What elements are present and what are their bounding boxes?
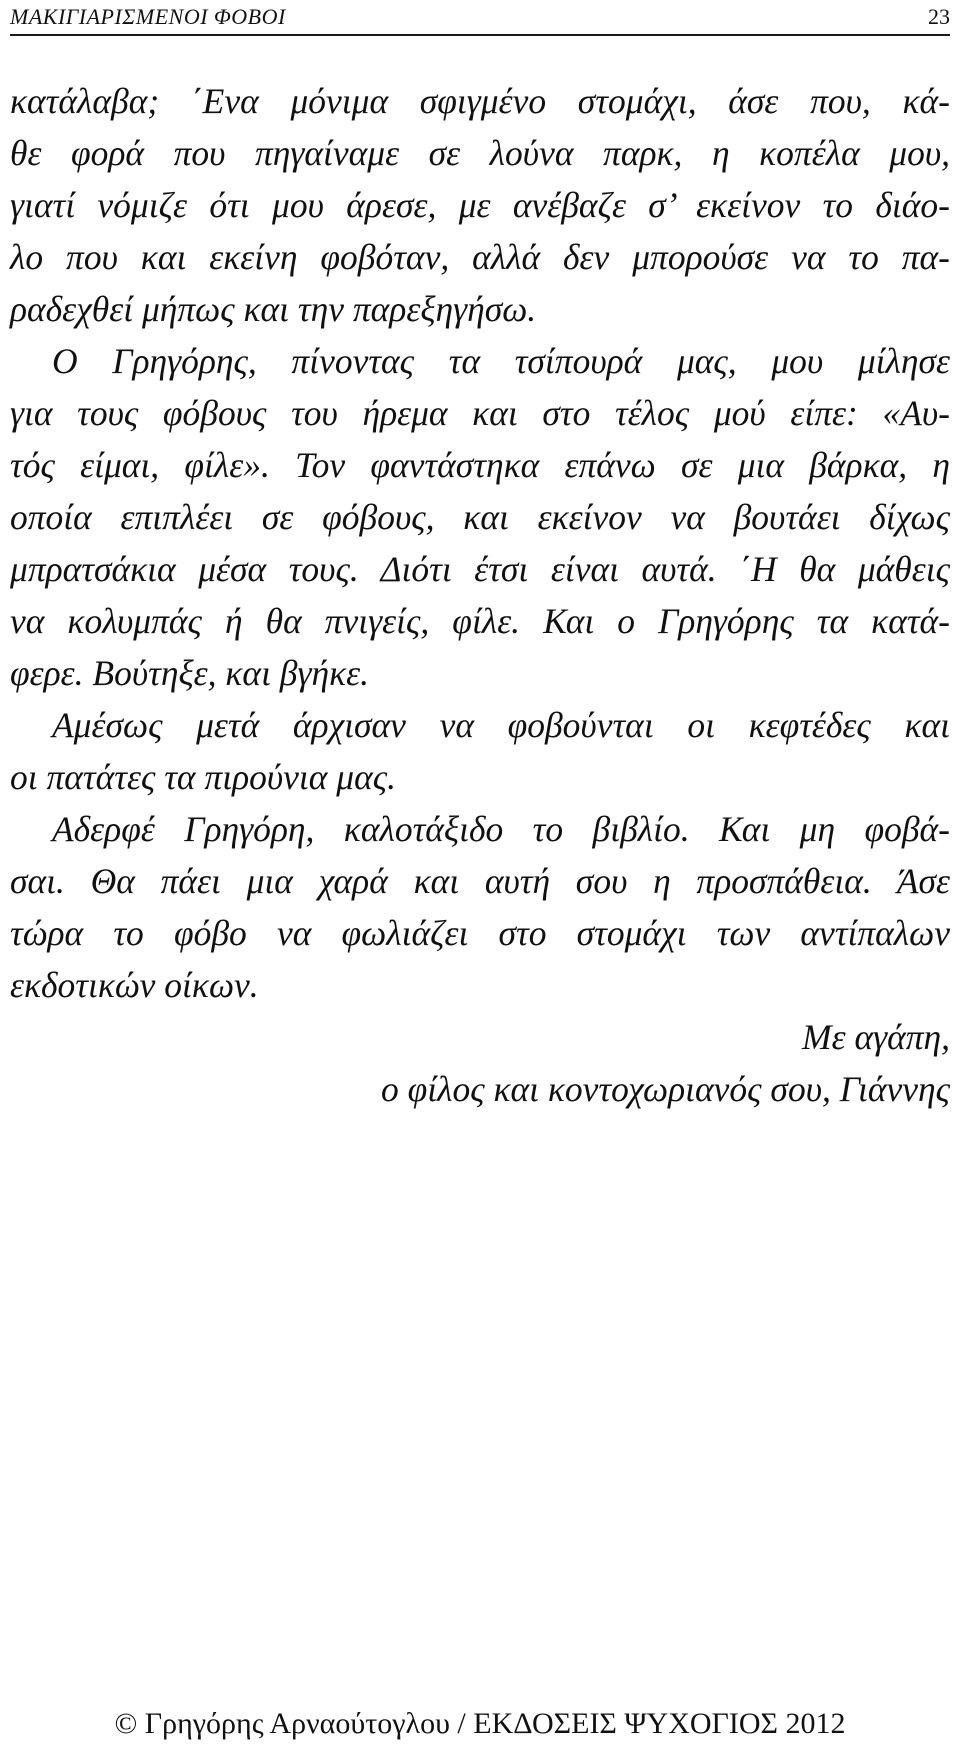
text-line: τώρα το φόβο να φωλιάζει στο στομάχι των αντίπαλων [10, 913, 950, 953]
text-line: γιατί νόμιζε ότι μου άρεσε, με ανέβαζε σ’ εκείνον το διάο- [10, 185, 950, 225]
closing-line: Με αγάπη, [802, 1017, 950, 1057]
text-line: τός είμαι, φίλε». Τον φαντάστηκα επάνω σε μια βάρκα, η [10, 445, 950, 485]
text-line: σαι. Θα πάει μια χαρά και αυτή σου η προσπάθεια. Άσε [10, 861, 950, 901]
text-line: θε φορά που πηγαίναμε σε λούνα παρκ, η κοπέλα μου, [10, 133, 950, 173]
text-line: οποία επιπλέει σε φόβους, και εκείνον να βουτάει δίχως [10, 497, 950, 537]
text-line: Αδερφέ Γρηγόρη, καλοτάξιδο το βιβλίο. Και μη φοβά- [52, 809, 950, 849]
text-line: εκδοτικών οίκων. [10, 965, 259, 1005]
running-title: ΜΑΚΙΓΙΑΡΙΣΜΕΝΟΙ ΦΟΒΟΙ [10, 4, 286, 29]
copyright-footer: © Γρηγόρης Αρναούτογλου / ΕΚΔΟΣΕΙΣ ΨΥΧΟΓΙΟΣ 2012 [114, 1707, 846, 1740]
signature-line: ο φίλος και κοντοχωριανός σου, Γιάννης [380, 1069, 950, 1109]
text-line: μπρατσάκια μέσα τους. Διότι έτσι είναι αυτά. ΄Η θα μάθεις [10, 549, 950, 589]
body-text [10, 75, 950, 1115]
text-line: Ο Γρηγόρης, πίνοντας τα τσίπουρά μας, μου μίλησε [52, 341, 950, 381]
running-header [10, 4, 950, 36]
text-line: φερε. Βούτηξε, και βγήκε. [10, 653, 369, 693]
text-line: οι πατάτες τα πιρούνια μας. [10, 757, 397, 797]
text-line: κατάλαβα; ΄Ενα μόνιμα σφιγμένο στομάχι, άσε που, κά- [10, 81, 950, 121]
text-line: να κολυμπάς ή θα πνιγείς, φίλε. Και ο Γρηγόρης τα κατά- [10, 601, 950, 641]
text-line: λο που και εκείνη φοβόταν, αλλά δεν μπορούσε να το πα- [10, 237, 950, 277]
page-number: 23 [928, 4, 950, 29]
text-line: ραδεχθεί μήπως και την παρεξηγήσω. [10, 289, 537, 329]
text-line: για τους φόβους του ήρεμα και στο τέλος μού είπε: «Αυ- [10, 393, 950, 433]
text-line: Αμέσως μετά άρχισαν να φοβούνται οι κεφτέδες και [52, 705, 950, 745]
